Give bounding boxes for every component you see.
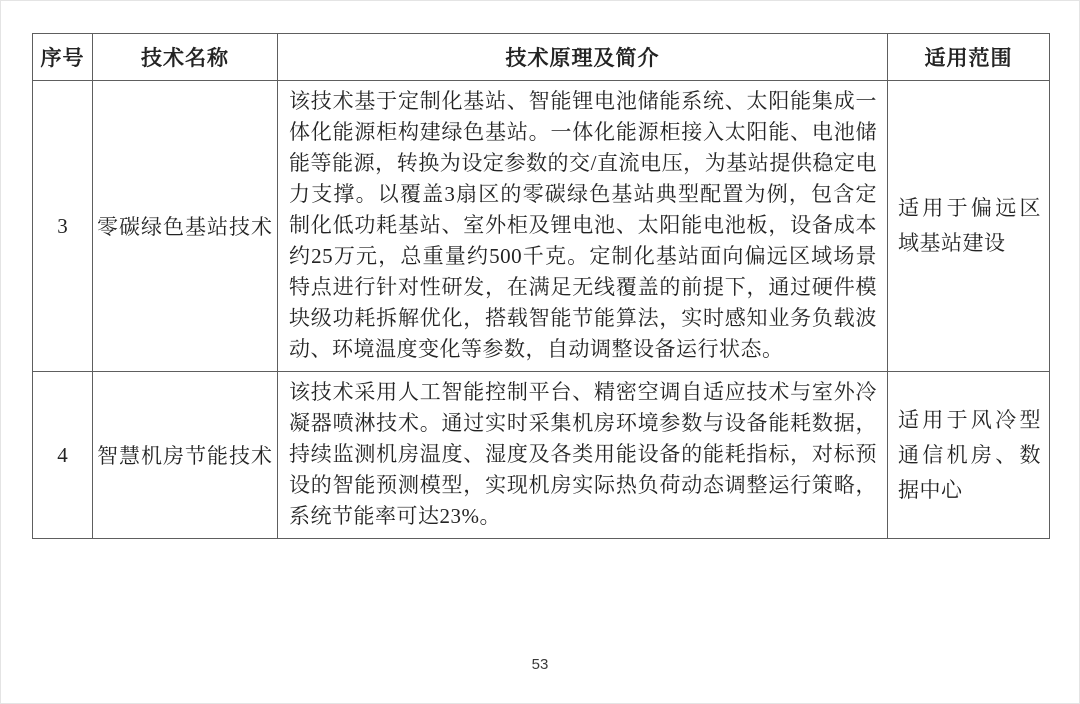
page-number: 53 (531, 656, 549, 673)
application-scope-cell: 适用于风冷型通信机房、数据中心 (888, 372, 1050, 539)
header-serial-number: 序号 (33, 34, 93, 81)
tech-description-cell: 该技术基于定制化基站、智能锂电池储能系统、太阳能集成一体化能源柜构建绿色基站。一体化能源柜接入太阳能、电池储能等能源，转换为设定参数的交/直流电压，为基站提供稳定电力支撑。以覆盖3扇区的零碳绿色基站典型配置为例，包含定制化低功耗基站、室外柜及锂电池、太阳能电池板，设备成本约25万元，总重量约500千克。定制化基站面向偏远区域场景特点进行针对性研发，在满足无线覆盖的前提下，通过硬件模块级功耗拆解优化，搭载智能节能算法，实时感知业务负载波动、环境温度变化等参数，自动调整设备运行状态。 (278, 81, 888, 372)
serial-number-cell: 4 (33, 372, 93, 539)
tech-name-cell: 智慧机房节能技术 (93, 372, 278, 539)
table-row (33, 81, 1050, 372)
tech-description-cell: 该技术采用人工智能控制平台、精密空调自适应技术与室外冷凝器喷淋技术。通过实时采集机房环境参数与设备能耗数据，持续监测机房温度、湿度及各类用能设备的能耗指标，对标预设的智能预测模型，实现机房实际热负荷动态调整运行策略，系统节能率可达23%。 (278, 372, 888, 539)
header-application-scope: 适用范围 (888, 34, 1050, 81)
technology-table (32, 33, 1050, 539)
serial-number-cell: 3 (33, 81, 93, 372)
header-tech-name: 技术名称 (93, 34, 278, 81)
application-scope-cell: 适用于偏远区域基站建设 (888, 81, 1050, 372)
tech-name-cell: 零碳绿色基站技术 (93, 81, 278, 372)
table-row (33, 372, 1050, 539)
table-header-row (33, 34, 1050, 81)
header-tech-principle: 技术原理及简介 (278, 34, 888, 81)
